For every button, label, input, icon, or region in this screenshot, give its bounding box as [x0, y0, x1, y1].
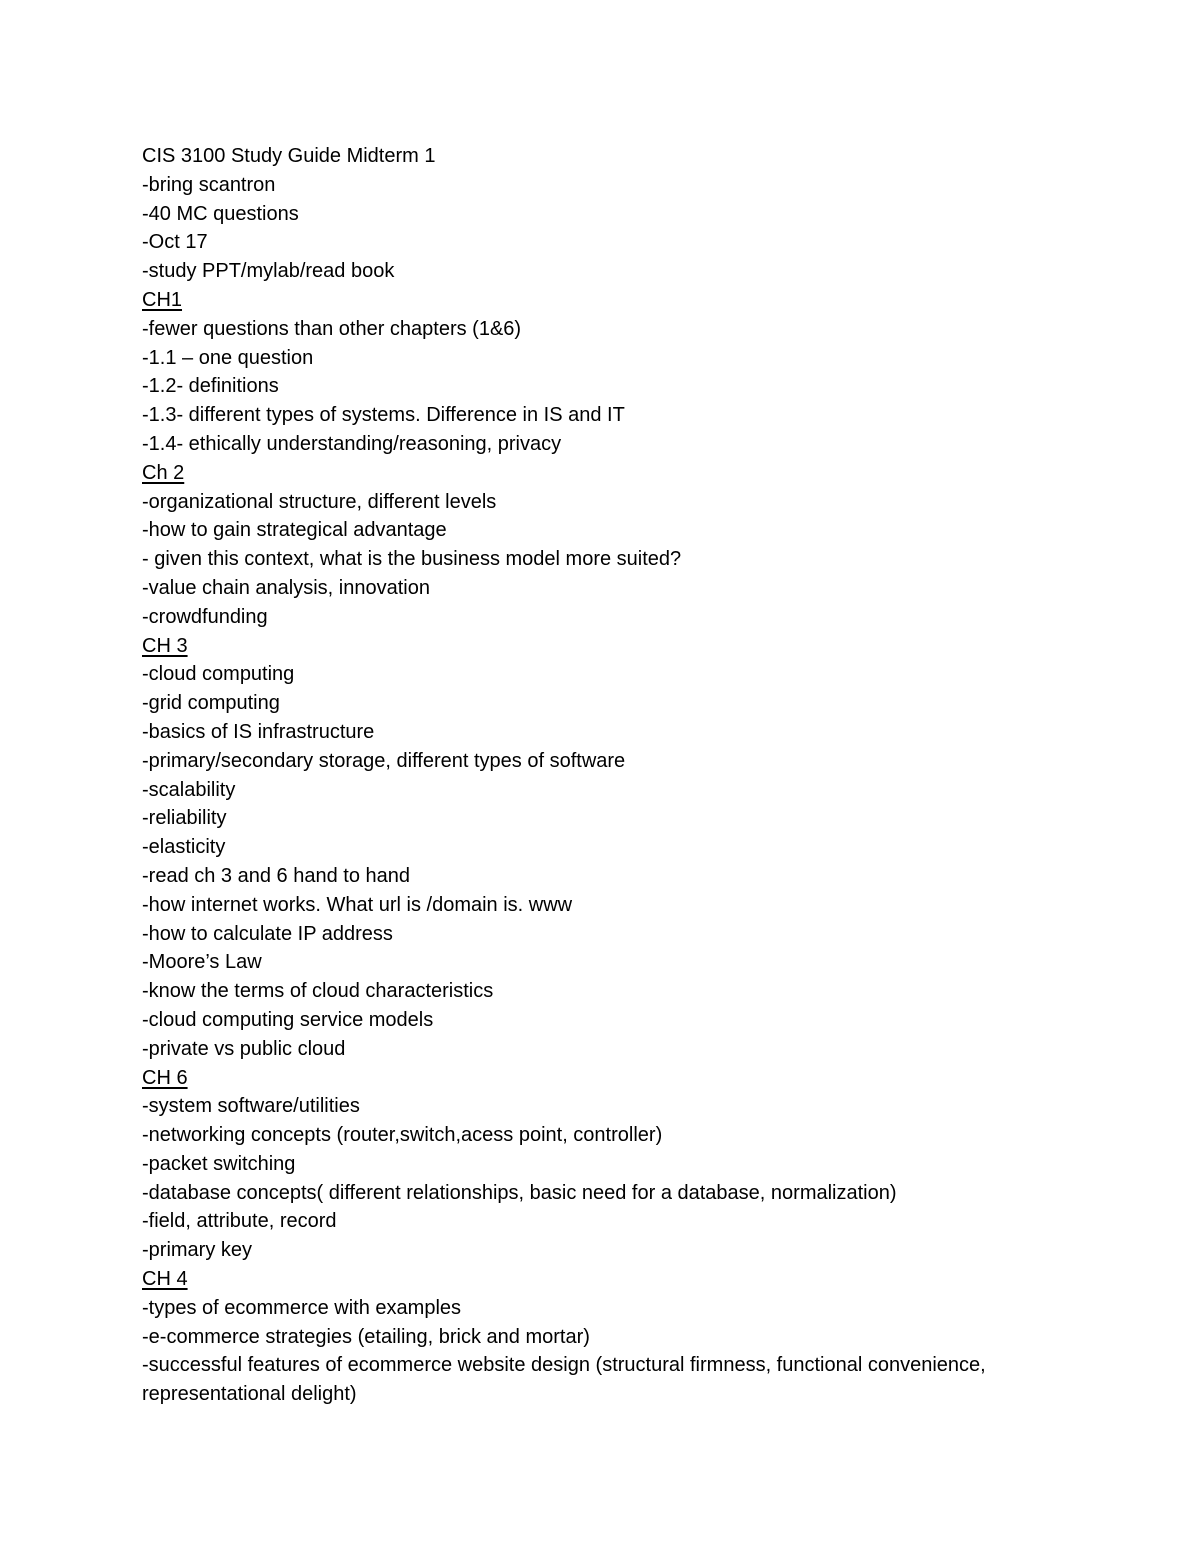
list-item: -private vs public cloud [142, 1037, 346, 1060]
list-item: -packet switching [142, 1152, 296, 1175]
intro-item: -Oct 17 [142, 231, 208, 254]
list-item: -networking concepts (router,switch,acess point, controller) [142, 1124, 663, 1147]
list-item: -reliability [142, 807, 227, 830]
section-heading-ch6: CH 6 [142, 1066, 188, 1089]
list-item: - given this context, what is the business model more suited? [142, 548, 682, 571]
section-heading-ch2: Ch 2 [142, 461, 185, 484]
list-item: -cloud computing [142, 663, 295, 686]
list-item: -crowdfunding [142, 605, 268, 628]
list-item: -value chain analysis, innovation [142, 576, 430, 599]
document-body [142, 142, 1072, 1409]
list-item: -field, attribute, record [142, 1210, 337, 1233]
list-item: -know the terms of cloud characteristics [142, 980, 494, 1003]
list-item: -Moore’s Law [142, 951, 262, 974]
list-item: -organizational structure, different levels [142, 490, 497, 513]
section-heading-ch4: CH 4 [142, 1268, 188, 1291]
intro-item: -40 MC questions [142, 202, 299, 225]
list-item: -primary/secondary storage, different types of software [142, 749, 626, 772]
list-item: -system software/utilities [142, 1095, 360, 1118]
intro-item: -bring scantron [142, 173, 276, 196]
list-item: -elasticity [142, 836, 226, 859]
list-item: -how to gain strategical advantage [142, 519, 447, 542]
intro-item: -study PPT/mylab/read book [142, 260, 395, 283]
list-item: -cloud computing service models [142, 1008, 434, 1031]
list-item: -1.3- different types of systems. Difference in IS and IT [142, 404, 625, 427]
list-item: -primary key [142, 1239, 253, 1262]
list-item: -types of ecommerce with examples [142, 1296, 462, 1319]
list-item: -successful features of ecommerce website design (structural firmness, functional convenience, representational delight) [142, 1354, 986, 1406]
list-item: -grid computing [142, 692, 280, 715]
list-item: -1.4- ethically understanding/reasoning, privacy [142, 432, 562, 455]
list-item: -scalability [142, 778, 236, 801]
list-item: -how to calculate IP address [142, 922, 393, 945]
list-item: -1.1 – one question [142, 346, 314, 369]
section-heading-ch1: CH1 [142, 288, 183, 311]
list-item: -e-commerce strategies (etailing, brick and mortar) [142, 1325, 590, 1348]
list-item: -basics of IS infrastructure [142, 720, 375, 743]
list-item: -database concepts( different relationships, basic need for a database, normalization) [142, 1181, 897, 1204]
list-item: -how internet works. What url is /domain is. www [142, 893, 573, 916]
document-title: CIS 3100 Study Guide Midterm 1 [142, 145, 436, 167]
list-item: -read ch 3 and 6 hand to hand [142, 864, 410, 887]
list-item: -1.2- definitions [142, 375, 279, 398]
section-heading-ch3: CH 3 [142, 634, 188, 657]
list-item: -fewer questions than other chapters (1&6) [142, 317, 522, 340]
